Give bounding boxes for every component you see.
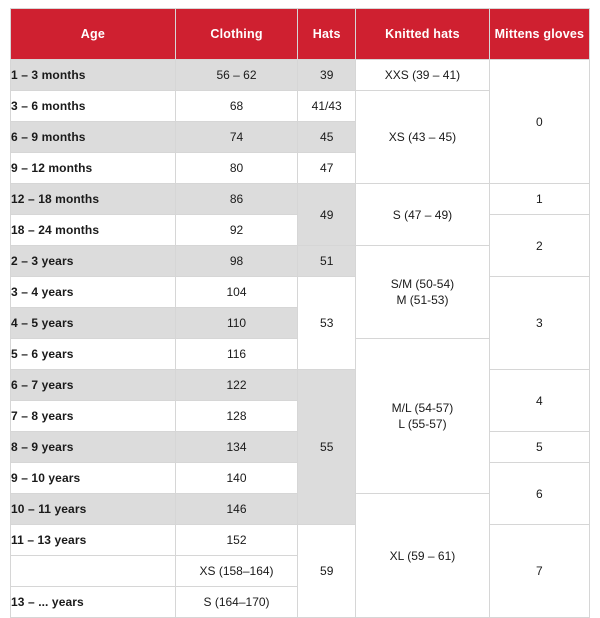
cell-age: 13 – ... years [11,587,176,618]
column-header-clothing: Clothing [175,9,297,60]
cell-clothing: 56 – 62 [175,60,297,91]
column-header-mittens-gloves: Mittens gloves [489,9,589,60]
cell-age: 7 – 8 years [11,401,176,432]
cell-mittens-gloves: 0 [489,60,589,184]
cell-clothing: XS (158–164) [175,556,297,587]
cell-hats: 47 [298,153,356,184]
cell-age: 9 – 12 months [11,153,176,184]
size-chart-table [10,8,590,618]
cell-clothing: 128 [175,401,297,432]
cell-hats: 51 [298,246,356,277]
cell-knitted-hats: XL (59 – 61) [356,494,490,618]
cell-age: 6 – 9 months [11,122,176,153]
cell-mittens-gloves: 3 [489,277,589,370]
table-row [11,277,590,308]
cell-age [11,556,176,587]
cell-mittens-gloves: 6 [489,463,589,525]
cell-hats: 45 [298,122,356,153]
cell-clothing: 116 [175,339,297,370]
cell-clothing: 86 [175,184,297,215]
cell-hats: 53 [298,277,356,370]
cell-age: 8 – 9 years [11,432,176,463]
cell-knitted-hats: M/L (54-57) L (55-57) [356,339,490,494]
cell-age: 6 – 7 years [11,370,176,401]
cell-clothing: 110 [175,308,297,339]
cell-age: 1 – 3 months [11,60,176,91]
cell-knitted-hats: S/M (50-54) M (51-53) [356,246,490,339]
cell-age: 3 – 6 months [11,91,176,122]
cell-mittens-gloves: 4 [489,370,589,432]
table-row [11,184,590,215]
cell-clothing: 146 [175,494,297,525]
table-row [11,525,590,556]
cell-clothing: 80 [175,153,297,184]
cell-clothing: 140 [175,463,297,494]
cell-clothing: 134 [175,432,297,463]
table-row [11,60,590,91]
cell-age: 2 – 3 years [11,246,176,277]
cell-age: 5 – 6 years [11,339,176,370]
header-row [11,9,590,60]
cell-hats: 59 [298,525,356,618]
cell-mittens-gloves: 7 [489,525,589,618]
cell-mittens-gloves: 2 [489,215,589,277]
cell-mittens-gloves: 5 [489,432,589,463]
cell-clothing: 104 [175,277,297,308]
cell-clothing: 92 [175,215,297,246]
cell-hats: 41/43 [298,91,356,122]
cell-clothing: 74 [175,122,297,153]
cell-age: 3 – 4 years [11,277,176,308]
column-header-age: Age [11,9,176,60]
cell-clothing: S (164–170) [175,587,297,618]
cell-age: 11 – 13 years [11,525,176,556]
cell-age: 12 – 18 months [11,184,176,215]
cell-age: 9 – 10 years [11,463,176,494]
table-body [11,60,590,618]
cell-clothing: 98 [175,246,297,277]
cell-clothing: 68 [175,91,297,122]
table-header [11,9,590,60]
cell-age: 4 – 5 years [11,308,176,339]
cell-hats: 39 [298,60,356,91]
column-header-hats: Hats [298,9,356,60]
cell-age: 18 – 24 months [11,215,176,246]
cell-mittens-gloves: 1 [489,184,589,215]
cell-knitted-hats: XXS (39 – 41) [356,60,490,91]
table-row [11,370,590,401]
cell-knitted-hats: S (47 – 49) [356,184,490,246]
cell-hats: 49 [298,184,356,246]
cell-knitted-hats: XS (43 – 45) [356,91,490,184]
cell-age: 10 – 11 years [11,494,176,525]
cell-clothing: 152 [175,525,297,556]
column-header-knitted-hats: Knitted hats [356,9,490,60]
cell-hats: 55 [298,370,356,525]
cell-clothing: 122 [175,370,297,401]
